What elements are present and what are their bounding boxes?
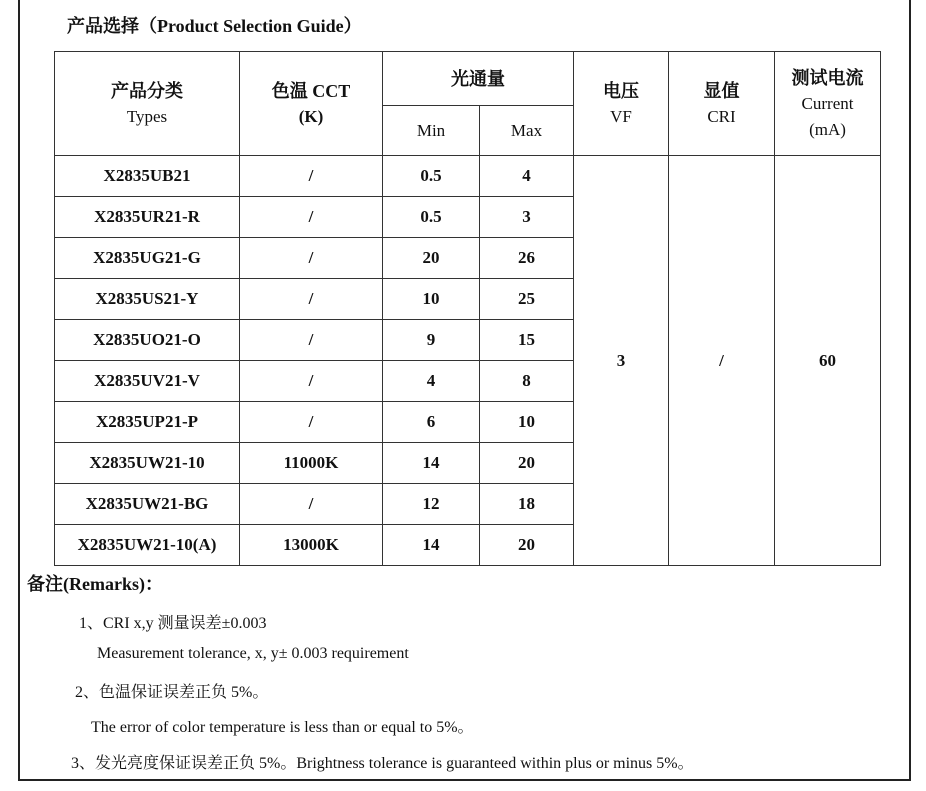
cell-max: 8	[480, 361, 574, 402]
cell-cct: /	[240, 197, 383, 238]
header-max: Max	[480, 106, 574, 156]
header-flux	[383, 52, 574, 106]
remark-2: 2、色温保证误差正负 5%。	[75, 684, 269, 701]
header-types-cn: 产品分类	[111, 80, 183, 101]
header-current	[775, 52, 881, 156]
cell-cct: /	[240, 238, 383, 279]
cell-max: 15	[480, 320, 574, 361]
cell-min: 9	[383, 320, 480, 361]
cell-type: X2835UW21-10	[55, 443, 240, 484]
cell-max: 20	[480, 443, 574, 484]
cell-cri-shared: /	[669, 156, 775, 566]
cell-cct: /	[240, 279, 383, 320]
cell-min: 14	[383, 525, 480, 566]
header-cri-en: CRI	[707, 106, 736, 126]
table-row	[55, 156, 881, 197]
cell-vf-shared: 3	[574, 156, 669, 566]
cell-min: 10	[383, 279, 480, 320]
cell-type: X2835UV21-V	[55, 361, 240, 402]
cell-max: 3	[480, 197, 574, 238]
table-header-row	[55, 52, 881, 106]
cell-cct: 13000K	[240, 525, 383, 566]
header-vf	[574, 52, 669, 156]
cell-cct: /	[240, 402, 383, 443]
header-vf-cn: 电压	[603, 80, 639, 101]
header-cct-unit: (K)	[298, 106, 324, 126]
cell-cct: /	[240, 484, 383, 525]
product-selection-table	[54, 51, 881, 566]
cell-max: 25	[480, 279, 574, 320]
cell-type: X2835UW21-BG	[55, 484, 240, 525]
cell-cct: /	[240, 156, 383, 197]
cell-min: 20	[383, 238, 480, 279]
remarks-title: 备注(Remarks)：	[27, 574, 163, 594]
cell-max: 18	[480, 484, 574, 525]
header-current-en: Current	[801, 93, 854, 113]
cell-max: 10	[480, 402, 574, 443]
header-cct-cn: 色温 CCT	[271, 80, 351, 101]
header-min: Min	[383, 106, 480, 156]
remark-3: 3、发光亮度保证误差正负 5%。Brightness tolerance is guaranteed within plus or minus 5%。	[71, 755, 694, 772]
cell-type: X2835US21-Y	[55, 279, 240, 320]
cell-type: X2835UW21-10(A)	[55, 525, 240, 566]
cell-min: 0.5	[383, 156, 480, 197]
header-cct	[240, 52, 383, 156]
cell-min: 4	[383, 361, 480, 402]
cell-current-shared: 60	[775, 156, 881, 566]
remark-1-en: Measurement tolerance, x, y± 0.003 requirement	[97, 645, 409, 662]
cell-type: X2835UB21	[55, 156, 240, 197]
cell-cct: /	[240, 361, 383, 402]
header-flux-cn: 光通量	[451, 68, 505, 89]
cell-max: 4	[480, 156, 574, 197]
cell-min: 12	[383, 484, 480, 525]
page-title: 产品选择（Product Selection Guide）	[67, 16, 362, 36]
header-cri	[669, 52, 775, 156]
header-current-unit: (mA)	[809, 119, 846, 139]
header-current-cn: 测试电流	[791, 67, 864, 88]
cell-type: X2835UG21-G	[55, 238, 240, 279]
cell-type: X2835UO21-O	[55, 320, 240, 361]
cell-max: 20	[480, 525, 574, 566]
header-cri-cn: 显值	[703, 80, 740, 101]
header-types-en: Types	[126, 106, 168, 126]
cell-cct: 11000K	[240, 443, 383, 484]
cell-min: 0.5	[383, 197, 480, 238]
cell-min: 6	[383, 402, 480, 443]
cell-type: X2835UP21-P	[55, 402, 240, 443]
cell-max: 26	[480, 238, 574, 279]
header-types	[55, 52, 240, 156]
remark-1: 1、CRI x,y 测量误差±0.003	[79, 615, 267, 632]
cell-cct: /	[240, 320, 383, 361]
header-vf-en: VF	[610, 106, 632, 126]
cell-type: X2835UR21-R	[55, 197, 240, 238]
cell-min: 14	[383, 443, 480, 484]
remark-2-en: The error of color temperature is less than or equal to 5%。	[91, 719, 474, 736]
